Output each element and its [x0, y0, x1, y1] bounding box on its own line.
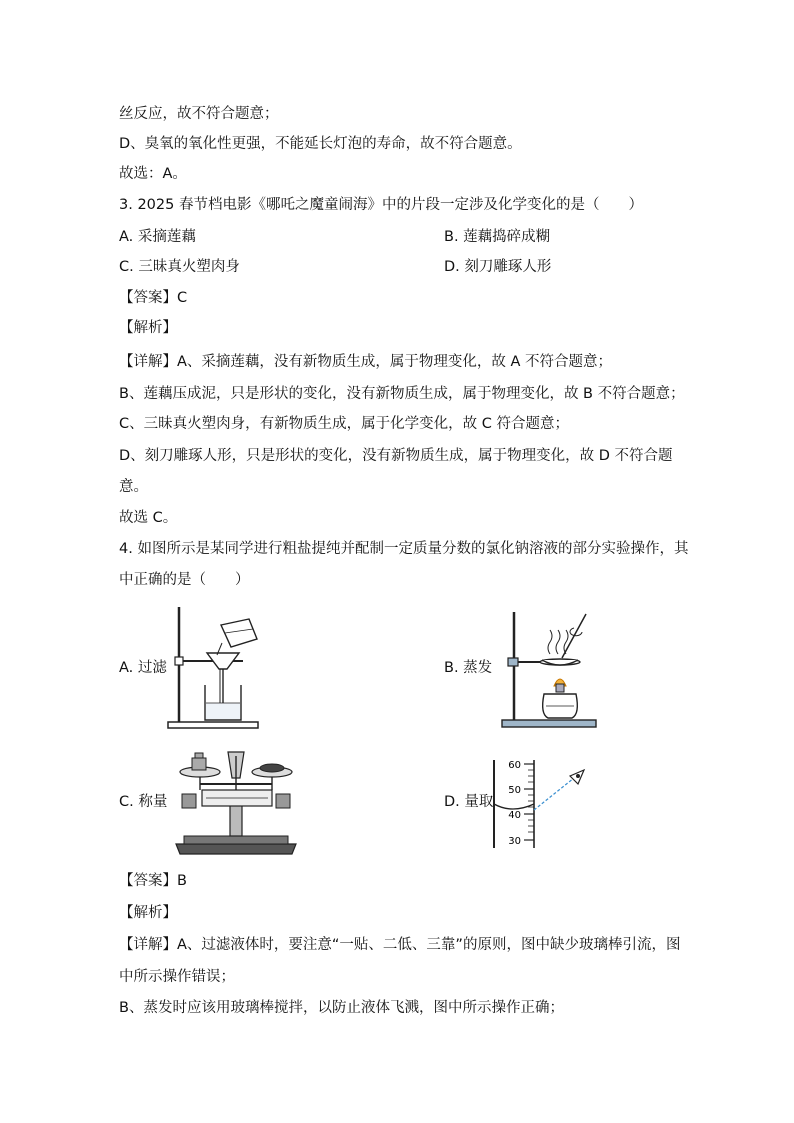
liquid-meniscus — [494, 804, 534, 809]
q3-option-a: A. 采摘莲藕 — [119, 229, 196, 245]
cylinder-scale-ticks — [524, 764, 534, 840]
q3-detail-a: 【详解】A、采摘莲藕，没有新物质生成，属于物理变化，故 A 不符合题意； — [119, 354, 613, 370]
q4-option-c: C. 称量 — [119, 794, 168, 810]
question-4-stem-cont: 中正确的是（ ） — [119, 572, 250, 588]
q3-answer: 【答案】C — [119, 290, 188, 306]
q3-detail-b: B、莲藕压成泥，只是形状的变化，没有新物质生成，属于物理变化，故 B 不符合题意； — [119, 386, 685, 402]
question-3-stem: 3. 2025 春节档电影《哪吒之魔童闹海》中的片段一定涉及化学变化的是（ ） — [119, 197, 643, 213]
q4-option-a: A. 过滤 — [119, 660, 167, 676]
tick-label-30: 30 — [508, 836, 521, 847]
graduated-cylinder-figure — [490, 754, 590, 854]
text-line: 丝反应，故不符合题意； — [119, 106, 279, 122]
question-4-stem: 4. 如图所示是某同学进行粗盐提纯并配制一定质量分数的氯化钠溶液的部分实验操作，其 — [119, 541, 689, 557]
q4-option-b: B. 蒸发 — [444, 660, 493, 676]
q3-analysis-heading: 【解析】 — [119, 320, 177, 336]
q4-option-d: D. 量取 — [444, 794, 494, 810]
q4-detail-a-cont: 中所示操作错误； — [119, 969, 235, 985]
q3-option-b: B. 莲藕捣碎成糊 — [444, 229, 551, 245]
q3-option-d: D. 刻刀雕琢人形 — [444, 259, 552, 275]
tick-label-40: 40 — [508, 810, 521, 821]
evaporation-apparatus-figure — [494, 610, 604, 735]
q4-analysis-heading: 【解析】 — [119, 905, 177, 921]
q3-option-c: C. 三昧真火塑肉身 — [119, 259, 240, 275]
q3-selection: 故选 C。 — [119, 510, 178, 526]
q3-detail-c: C、三昧真火塑肉身，有新物质生成，属于化学变化，故 C 符合题意； — [119, 416, 569, 432]
balance-scale-figure — [172, 748, 300, 860]
q3-detail-d: D、刻刀雕琢人形，只是形状的变化，没有新物质生成，属于物理变化，故 D 不符合题 — [119, 448, 673, 464]
tick-label-60: 60 — [508, 760, 521, 771]
sight-line — [534, 778, 574, 810]
q4-detail-a: 【详解】A、过滤液体时，要注意“一贴、二低、三靠”的原则，图中缺少玻璃棒引流，图 — [119, 937, 681, 953]
q4-detail-b: B、蒸发时应该用玻璃棒搅拌，以防止液体飞溅，图中所示操作正确； — [119, 1000, 564, 1016]
filtration-apparatus-figure — [165, 603, 265, 733]
q3-detail-d-cont: 意。 — [119, 479, 148, 495]
tick-label-50: 50 — [508, 785, 521, 796]
text-line: 故选：A。 — [119, 166, 187, 182]
text-line: D、臭氧的氧化性更强，不能延长灯泡的寿命，故不符合题意。 — [119, 136, 522, 152]
q4-answer: 【答案】B — [119, 873, 187, 889]
